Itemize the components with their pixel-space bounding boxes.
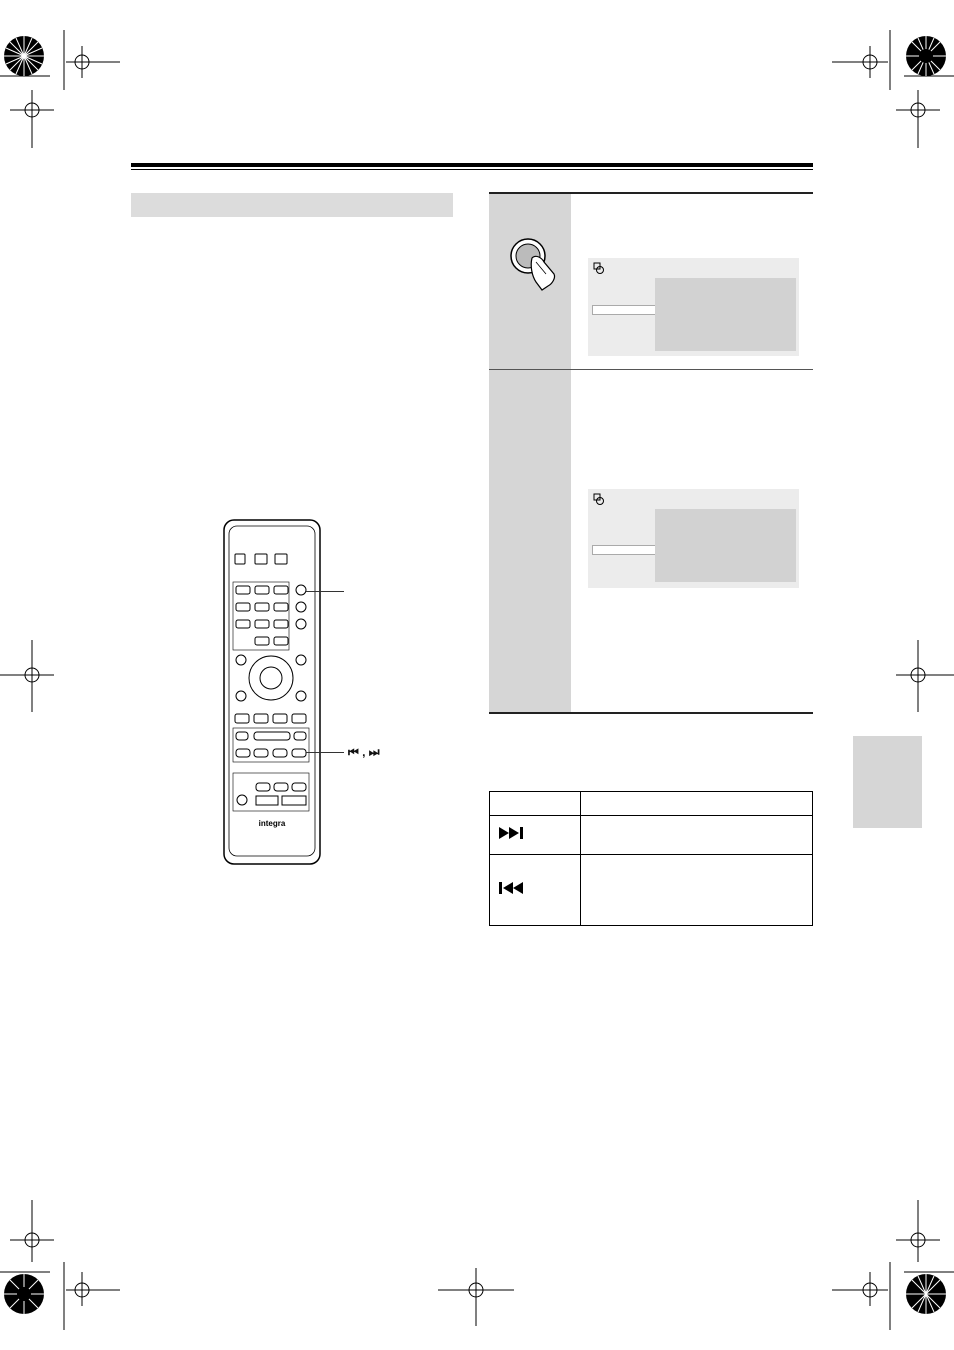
- screen-display-1: [588, 258, 799, 356]
- callout-line-top: [306, 591, 344, 592]
- screen-highlight-row: [592, 545, 656, 555]
- table-row: [490, 816, 813, 855]
- table-header-row: [490, 792, 813, 816]
- table-cell: [581, 855, 813, 926]
- next-track-icon: [490, 816, 581, 855]
- header-rule-thin: [131, 169, 813, 170]
- table-header-cell: [490, 792, 581, 816]
- callout-line-skip: [306, 752, 344, 753]
- corner-target-br: [906, 1274, 946, 1314]
- disc-icon: [593, 493, 605, 505]
- previous-track-icon: [490, 855, 581, 926]
- remote-control-illustration: [222, 518, 322, 866]
- chapter-side-tab: [853, 736, 922, 828]
- screen-display-2: [588, 489, 799, 588]
- steps-bottom-rule: [489, 712, 813, 714]
- skip-buttons-label: ⏮ , ⏭: [348, 745, 380, 759]
- corner-target-tl: [4, 36, 44, 76]
- section-heading-bar: [131, 193, 453, 217]
- table-cell: [581, 816, 813, 855]
- crosshair-targets: [0, 46, 954, 1326]
- screen-panel: [655, 278, 796, 351]
- screen-highlight-row: [592, 305, 656, 315]
- step-2-column: [489, 370, 571, 712]
- screen-panel: [655, 509, 796, 582]
- disc-icon: [593, 262, 605, 274]
- table-header-cell: [581, 792, 813, 816]
- header-rule: [131, 163, 813, 167]
- corner-target-bl: [4, 1274, 44, 1314]
- remote-brand: integra: [258, 819, 286, 828]
- table-row: [490, 855, 813, 926]
- function-table: [489, 791, 813, 926]
- corner-target-tr: [906, 36, 946, 76]
- press-button-icon: [506, 236, 562, 292]
